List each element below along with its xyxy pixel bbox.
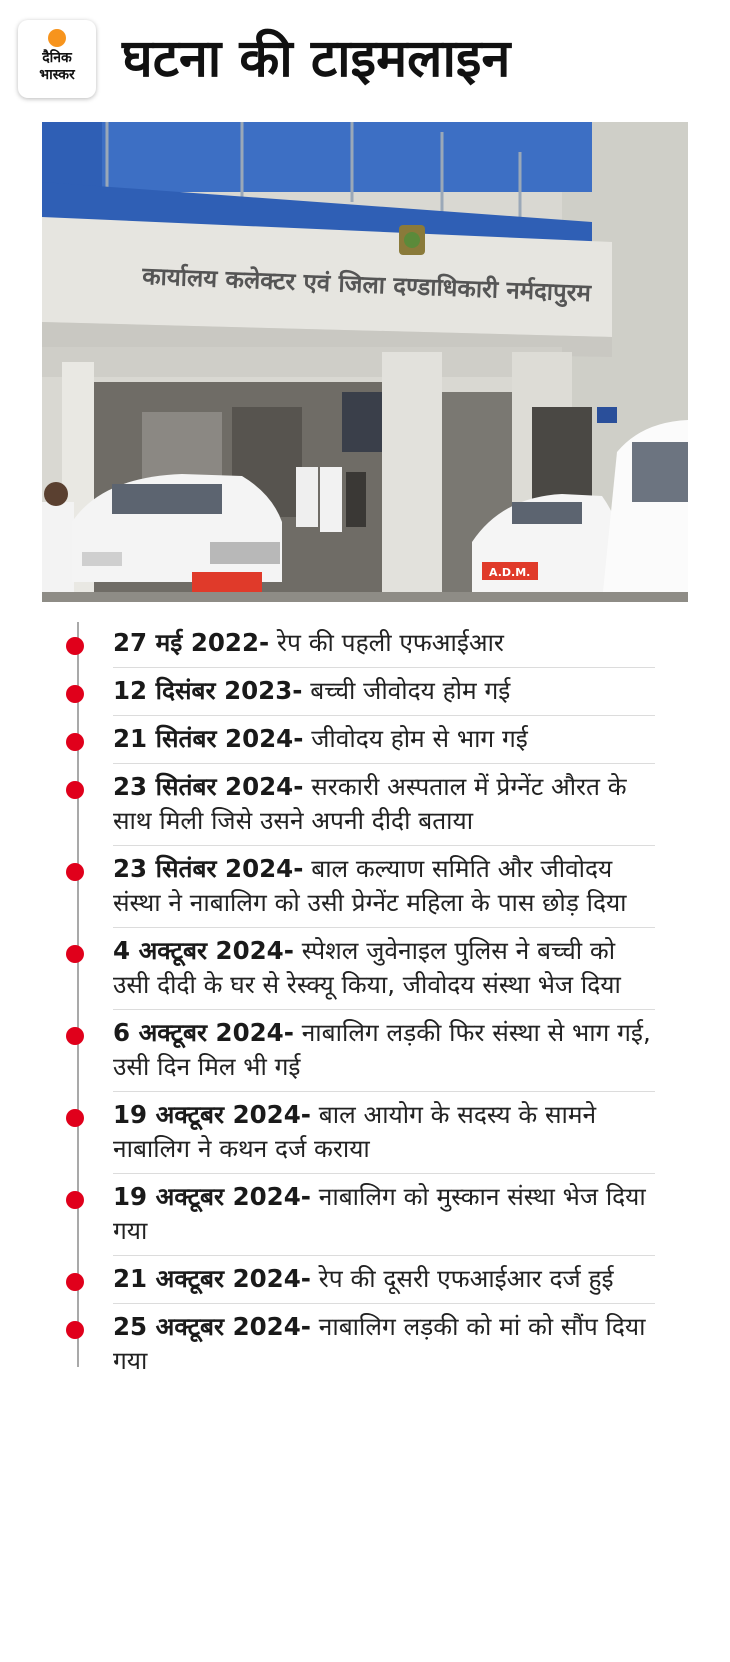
event-date: 25 अक्टूबर 2024- xyxy=(113,1312,311,1341)
timeline-item xyxy=(113,1256,655,1304)
bullet-dot-icon xyxy=(66,945,84,963)
event-text: नाबालिग लड़की को मां को सौंप दिया गया xyxy=(113,1312,646,1375)
event-text: बाल आयोग के सदस्य के सामने नाबालिग ने कथन दर्ज कराया xyxy=(113,1100,597,1163)
bullet-dot-icon xyxy=(66,733,84,751)
event-text: स्पेशल जुवेनाइल पुलिस ने बच्ची को उसी दीदी के घर से रेस्क्यू किया, जीवोदय संस्था भेज दिया xyxy=(113,936,621,999)
event-text: रेप की पहली एफआईआर xyxy=(277,628,504,657)
timeline xyxy=(0,620,730,1385)
bullet-dot-icon xyxy=(66,1191,84,1209)
timeline-item xyxy=(113,928,655,1010)
event-date: 19 अक्टूबर 2024- xyxy=(113,1100,311,1129)
dainik-bhaskar-logo[interactable] xyxy=(18,20,96,98)
logo-text-line2: भास्कर xyxy=(39,67,75,83)
event-date: 19 अक्टूबर 2024- xyxy=(113,1182,311,1211)
event-text: जीवोदय होम से भाग गई xyxy=(311,724,528,753)
bullet-dot-icon xyxy=(66,637,84,655)
event-date: 23 सितंबर 2024- xyxy=(113,854,304,883)
event-text: नाबालिग लड़की फिर संस्था से भाग गई, उसी दिन मिल भी गई xyxy=(113,1018,651,1081)
event-date: 21 सितंबर 2024- xyxy=(113,724,304,753)
event-text: बाल कल्याण समिति और जीवोदय संस्था ने नाबालिग को उसी प्रेग्नेंट महिला के पास छोड़ दिया xyxy=(113,854,627,917)
event-date: 23 सितंबर 2024- xyxy=(113,772,304,801)
car-plate-text: A.D.M. xyxy=(489,566,531,579)
timeline-item xyxy=(113,716,655,764)
bullet-dot-icon xyxy=(66,1109,84,1127)
collector-office-photo xyxy=(42,122,688,602)
timeline-item xyxy=(113,668,655,716)
timeline-item xyxy=(113,764,655,846)
event-text: सरकारी अस्पताल में प्रेग्नेंट औरत के साथ मिली जिसे उसने अपनी दीदी बताया xyxy=(113,772,627,835)
bullet-dot-icon xyxy=(66,863,84,881)
event-date: 21 अक्टूबर 2024- xyxy=(113,1264,311,1293)
timeline-item xyxy=(113,846,655,928)
timeline-item xyxy=(113,620,655,668)
sun-icon xyxy=(48,29,66,47)
timeline-item xyxy=(113,1010,655,1092)
signboard-text: कार्यालय कलेक्टर एवं जिला दण्डाधिकारी नर्मदापुरम xyxy=(141,262,592,308)
header xyxy=(0,0,730,120)
event-date: 4 अक्टूबर 2024- xyxy=(113,936,294,965)
timeline-item xyxy=(113,1304,655,1385)
bullet-dot-icon xyxy=(66,1273,84,1291)
bullet-dot-icon xyxy=(66,1027,84,1045)
timeline-item xyxy=(113,1092,655,1174)
logo-text-line1: दैनिक xyxy=(42,50,72,66)
bullet-dot-icon xyxy=(66,685,84,703)
event-date: 6 अक्टूबर 2024- xyxy=(113,1018,294,1047)
event-text: रेप की दूसरी एफआईआर दर्ज हुई xyxy=(318,1264,614,1293)
bullet-dot-icon xyxy=(66,1321,84,1339)
timeline-item xyxy=(113,1174,655,1256)
event-date: 12 दिसंबर 2023- xyxy=(113,676,303,705)
event-text: बच्ची जीवोदय होम गई xyxy=(310,676,511,705)
event-text: नाबालिग को मुस्कान संस्था भेज दिया गया xyxy=(113,1182,646,1245)
event-date: 27 मई 2022- xyxy=(113,628,270,657)
bullet-dot-icon xyxy=(66,781,84,799)
page-title: घटना की टाइमलाइन xyxy=(122,29,511,89)
